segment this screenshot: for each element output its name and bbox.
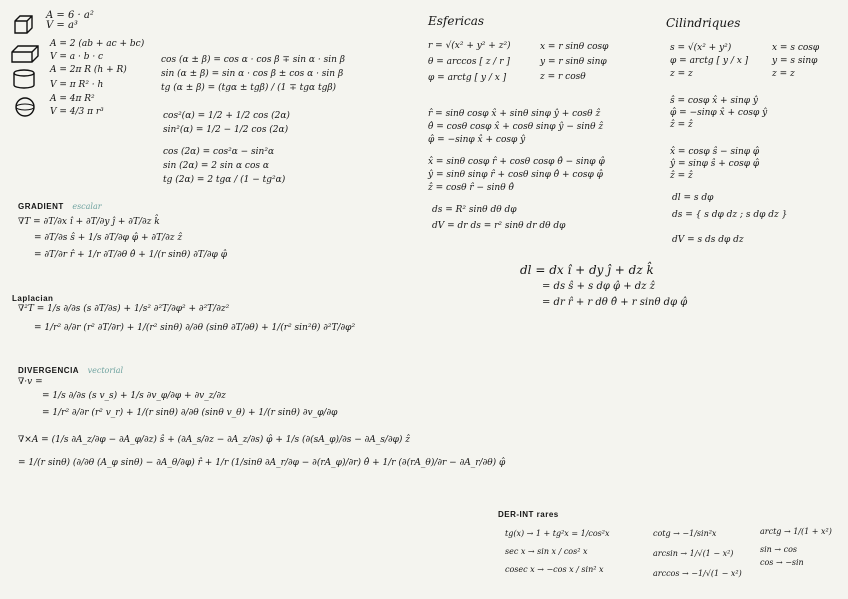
cylindrical-unit-phi: φ̂ = −sinφ x̂ + cosφ ŷ [670,108,768,118]
cylinder-area: A = 2π R (h + R) [50,65,127,75]
derint-sec: sec x → sin x / cos² x [505,547,588,556]
spherical-elements [432,206,565,231]
curl-formulas [18,436,505,468]
spherical-unit-theta: θ̂ = cosθ cosφ x̂ + cosθ sinφ ŷ − sinθ ẑ [428,122,604,132]
curl-cylindrical: ∇×A = (1/s ∂A_z/∂φ − ∂A_φ/∂z) ŝ + (∂A_s/∂z − ∂A_z/∂s) φ̂ + 1/s (∂(sA_φ)/∂s − ∂A_s/∂φ) ẑ [18,435,411,445]
cylinder-formulas [50,66,127,90]
laplacian-spherical: = 1/r² ∂/∂r (r² ∂T/∂r) + 1/(r² sinθ) ∂/∂θ (sinθ ∂T/∂θ) + 1/(r² sin²θ) ∂²T/∂φ² [34,323,356,333]
spherical-heading [428,14,484,28]
laplacian-heading [12,294,53,303]
cylindrical-def-phi: φ = arctg [ y / x ] [670,56,749,66]
derint-arcsin: arcsin → 1/√(1 − x²) [653,549,734,558]
dl-cylindrical: = ds ŝ + s dφ φ̂ + dz ẑ [542,281,655,292]
spherical-def-theta: θ = arccos [ z / r ] [428,57,510,67]
divergence-spherical: = 1/r² ∂/∂r (r² v_r) + 1/(r sinθ) ∂/∂θ (sinθ v_θ) + 1/(r sinθ) ∂v_φ/∂φ [42,408,338,418]
trig-square-formulas [163,112,290,135]
divergence-formulas [18,378,337,418]
spherical-y: y = r sinθ sinφ [540,57,607,67]
gradient-spherical: = ∂T/∂r r̂ + 1/r ∂T/∂θ θ̂ + 1/(r sinθ) ∂T/∂φ φ̂ [34,250,228,260]
spherical-unit-r: r̂ = sinθ cosφ x̂ + sinθ sinφ ŷ + cosθ ẑ [428,109,601,119]
cylinder-icon [12,68,36,90]
sphere-icon [14,96,36,118]
dl-cartesian: dl = dx î + dy ĵ + dz k̂ [520,263,654,277]
trig-double-formulas [163,148,285,185]
derint-arctg: arctg → 1/(1 + x²) [760,527,832,536]
spherical-inverse [540,43,608,82]
derint-col3 [760,528,832,567]
cylindrical-def-z: z = z [670,69,693,79]
gradient-tag: escalar [72,202,102,211]
spherical-inverse-units [428,158,605,193]
cylindrical-y: y = s sinφ [772,56,818,66]
cube-icon [12,14,34,36]
trig-sin-double: sin (2α) = 2 sin α cos α [163,161,269,171]
cube-area: A = 6 · a² [46,10,94,21]
spherical-yhat: ŷ = sinθ sinφ r̂ + cosθ sinφ θ̂ + cosφ φ̂ [428,170,603,180]
derint-heading [498,510,559,519]
spherical-def-phi: φ = arctg [ y / x ] [428,73,507,83]
cylindrical-dl: dl = s dφ [672,193,714,203]
cylindrical-def-s: s = √(x² + y²) [670,43,732,53]
spherical-z: z = r cosθ [540,72,586,82]
spherical-unit-phi: φ̂ = −sinφ x̂ + cosφ ŷ [428,135,526,145]
divergence-heading [18,366,123,375]
gradient-cartesian: ∇T = ∂T/∂x î + ∂T/∂y ĵ + ∂T/∂z k̂ [18,217,160,227]
trig-cos-square: cos²(α) = 1/2 + 1/2 cos (2α) [163,111,290,121]
gradient-cylindrical: = ∂T/∂s ŝ + 1/s ∂T/∂φ φ̂ + ∂T/∂z ẑ [34,233,183,243]
cylindrical-unit-vectors [670,97,767,130]
trig-cos-sum: cos (α ± β) = cos α · cos β ∓ sin α · sin β [161,55,345,65]
trig-sum-formulas [161,56,345,93]
cube-volume: V = a³ [46,20,78,31]
divergence-start: ∇·v = [18,377,43,387]
spherical-zhat: ẑ = cosθ r̂ − sinθ θ̂ [428,183,514,193]
derint-tg: tg(x) → 1 + tg²x = 1/cos²x [505,529,610,538]
spherical-defs [428,42,511,83]
gradient-title: GRADIENT [18,202,64,211]
cylindrical-x: x = s cosφ [772,43,820,53]
derint-arccos: arccos → −1/√(1 − x²) [653,569,742,578]
cube-formulas [46,11,94,31]
cylindrical-unit-s: ŝ = cosφ x̂ + sinφ ŷ [670,96,759,106]
sphere-volume: V = 4/3 π r³ [50,107,104,117]
laplacian-formulas [18,305,355,333]
derint-cosec: cosec x → −cos x / sin² x [505,565,604,574]
derint-col1 [505,530,610,574]
box-volume: V = a · b · c [50,52,104,62]
trig-tg-sum: tg (α ± β) = (tgα ± tgβ) / (1 ∓ tgα tgβ) [161,83,337,93]
curl-spherical: = 1/(r sinθ) (∂/∂θ (A_φ sinθ) − ∂A_θ/∂φ) r̂ + 1/r (1/sinθ ∂A_r/∂φ − ∂(rA_φ)/∂r) θ̂ + 1/r (∂(rA_θ)/∂r − ∂A_r/∂θ) φ̂ [18,458,506,468]
trig-tg-double: tg (2α) = 2 tgα / (1 − tg²α) [163,175,286,185]
divergence-cylindrical: = 1/s ∂/∂s (s v_s) + 1/s ∂v_φ/∂φ + ∂v_z/∂z [42,391,226,401]
cylindrical-elements [672,194,787,245]
cylindrical-title: Cilindriques [666,16,741,30]
trig-cos-double: cos (2α) = cos²α − sin²α [163,147,275,157]
dl-spherical: = dr r̂ + r dθ θ̂ + r sinθ dφ φ̂ [542,297,688,308]
box-icon [10,44,40,64]
spherical-unit-vectors [428,110,603,145]
divergence-title: DIVERGENCIA [18,366,80,375]
line-element-formulas [520,264,687,308]
cylindrical-inverse-units [670,148,759,181]
cylindrical-ds: ds = { s dφ dz ; s dφ dz } [672,210,788,220]
gradient-formulas [18,218,227,260]
spherical-dv: dV = dr ds = r² sinθ dr dθ dφ [432,221,566,231]
cylindrical-defs [670,44,748,79]
spherical-x: x = r sinθ cosφ [540,42,609,52]
spherical-ds: ds = R² sinθ dθ dφ [432,205,517,215]
laplacian-title: Laplacian [12,294,54,303]
derint-title: DER-INT rares [498,510,559,519]
sphere-formulas [50,95,104,117]
gradient-heading [18,202,102,211]
derint-col2 [653,530,742,578]
trig-sin-sum: sin (α ± β) = sin α · cos β ± cos α · sin β [161,69,344,79]
cylindrical-z: z = z [772,69,795,79]
sphere-area: A = 4π R² [50,94,95,104]
derint-sin: sin → cos [760,545,798,554]
cylindrical-heading [666,16,740,30]
cylindrical-unit-z: ẑ = ẑ [670,120,693,130]
cylindrical-inverse [772,44,819,79]
derint-cotg: cotg → −1/sin²x [653,529,717,538]
cylindrical-zhat: ẑ = ẑ [670,171,693,181]
cylindrical-dv: dV = s ds dφ dz [672,235,744,245]
cylindrical-yhat: ŷ = sinφ ŝ + cosφ φ̂ [670,159,760,169]
spherical-xhat: x̂ = sinθ cosφ r̂ + cosθ cosφ θ̂ − sinφ φ̂ [428,157,605,167]
cylinder-volume: V = π R² · h [50,80,104,90]
derint-cos: cos → −sin [760,558,804,567]
trig-sin-square: sin²(α) = 1/2 − 1/2 cos (2α) [163,125,289,135]
box-area: A = 2 (ab + ac + bc) [50,39,145,49]
divergence-tag: vectorial [87,366,124,375]
cylindrical-xhat: x̂ = cosφ ŝ − sinφ φ̂ [670,147,760,157]
laplacian-cylindrical: ∇²T = 1/s ∂/∂s (s ∂T/∂s) + 1/s² ∂²T/∂φ² + ∂²T/∂z² [18,304,230,314]
box-formulas [50,40,144,62]
spherical-def-r: r = √(x² + y² + z²) [428,41,511,51]
spherical-title: Esfericas [428,14,485,28]
